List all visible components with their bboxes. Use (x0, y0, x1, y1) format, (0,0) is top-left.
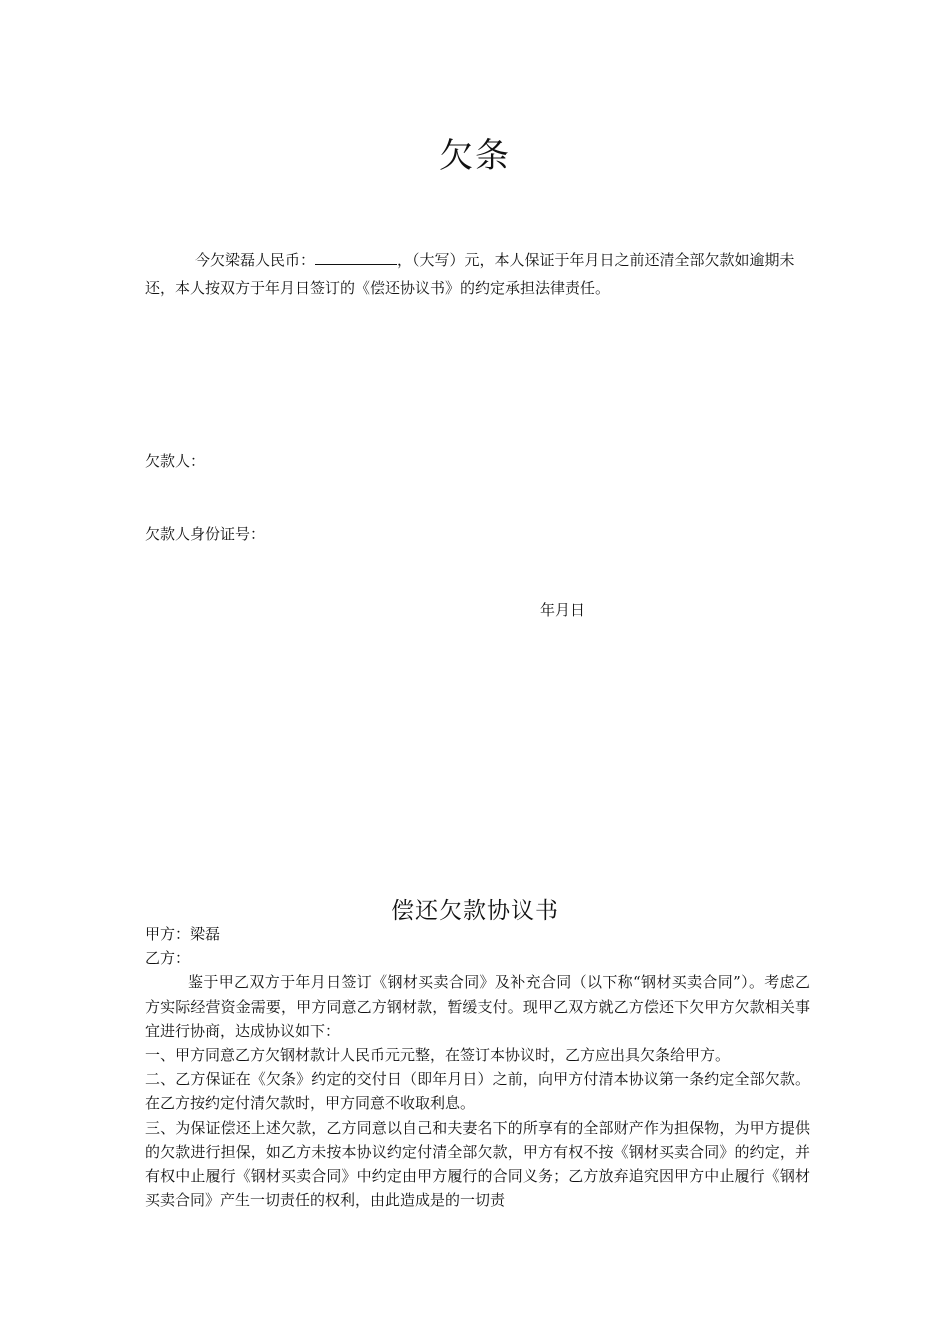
debtor-id-label: 欠款人身份证号： (145, 525, 266, 543)
iou-date: 年月日 (540, 601, 586, 619)
agreement-clause-3: 三、为保证偿还上述欠款，乙方同意以自己和夫妻名下的所享有的全部财产作为担保物，为甲方提供的欠款进行担保，如乙方未按本协议约定付清全部欠款，甲方有权不按《钢材买卖合同》的约定，并有权中止履行《钢材买卖合同》中约定由甲方履行的合同义务；乙方放弃追究因甲方中止履行《钢材买卖合同》产生一切责任的权利，由此造成是的一切责 (145, 1118, 810, 1210)
party-a: 甲方：梁磊 (145, 925, 221, 943)
debtor-label: 欠款人： (145, 452, 206, 470)
agreement-body (145, 922, 810, 1212)
agreement-clause-2: 二、乙方保证在《欠条》约定的交付日（即年月日）之前，向甲方付清本协议第一条约定全部欠款。在乙方按约定付清欠款时，甲方同意不收取利息。 (145, 1070, 810, 1113)
agreement-clause-1: 一、甲方同意乙方欠钢材款计人民币元元整，在签订本协议时，乙方应出具欠条给甲方。 (145, 1046, 731, 1065)
amount-blank (315, 250, 397, 265)
iou-body (145, 246, 810, 302)
agreement-title: 偿还欠款协议书 (391, 898, 559, 924)
iou-title: 欠条 (439, 136, 511, 176)
agreement-preamble: 鉴于甲乙双方于年月日签订《钢材买卖合同》及补充合同（以下称“钢材买卖合同”）。考虑乙方实际经营资金需要，甲方同意乙方钢材款，暂缓支付。现甲乙双方就乙方偿还下欠甲方欠款相关事宜进行协商，达成协议如下： (145, 973, 810, 1040)
iou-text-after-blank: ，（大写）元，本人保证于年月日之前还清全部欠款如逾期未还，本人按双方于年月日签订的《偿还协议书》的约定承担法律责任。 (145, 251, 795, 297)
iou-text-before-blank: 今欠梁磊人民币： (195, 251, 316, 269)
party-b: 乙方： (145, 949, 191, 968)
